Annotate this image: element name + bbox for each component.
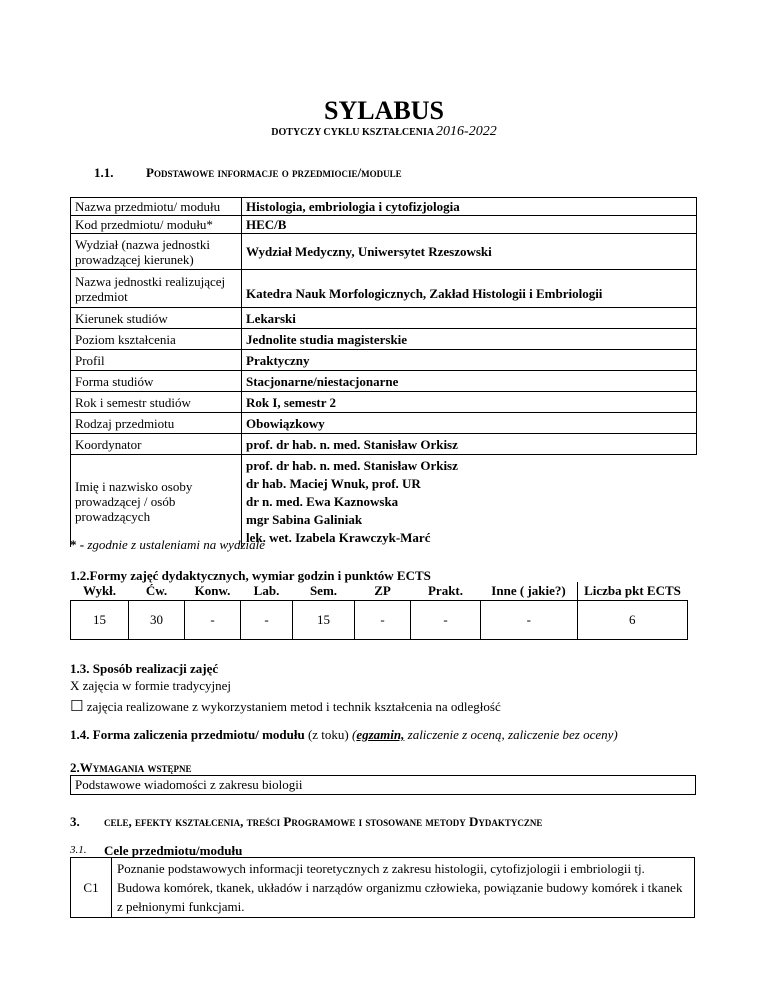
section-1-4-open-paren: ( — [352, 727, 357, 742]
info-value: prof. dr hab. n. med. Stanisław Orkisz — [242, 434, 697, 455]
info-label: Profil — [71, 350, 242, 371]
instructor-name: mgr Sabina Galiniak — [246, 512, 363, 527]
info-label: Rok i semestr studiów — [71, 392, 242, 413]
instructor-name: dr hab. Maciej Wnuk, prof. UR — [246, 476, 421, 491]
section-1-1-number: 1.1. — [94, 165, 114, 180]
info-row — [71, 434, 697, 455]
goals-table — [70, 857, 695, 918]
checkbox-icon: ☐ — [70, 697, 84, 715]
instructor-name: prof. dr hab. n. med. Stanisław Orkisz — [246, 458, 458, 473]
section-3-number: 3. — [70, 814, 80, 829]
section-3-heading: cele, efekty kształcenia, treści Programowe i stosowane metody Dydaktyczne — [104, 814, 543, 829]
info-value: Stacjonarne/niestacjonarne — [242, 371, 697, 392]
info-value: Histologia, embriologia i cytofizjologia — [242, 198, 697, 216]
forms-header: ZP — [355, 582, 411, 601]
delivery-option-traditional — [70, 678, 231, 694]
info-row — [71, 216, 697, 234]
info-value: Praktyczny — [242, 350, 697, 371]
info-row — [71, 371, 697, 392]
forms-header: Inne ( jakie?) — [481, 582, 578, 601]
forms-header: Prakt. — [411, 582, 481, 601]
info-value: Obowiązkowy — [242, 413, 697, 434]
forms-value: - — [185, 601, 241, 640]
section-2-title: Wymagania wstępne — [79, 760, 192, 775]
info-row — [71, 308, 697, 329]
info-row — [71, 350, 697, 371]
instructors-label: Imię i nazwisko osoby prowadzącej / osób prowadzących — [71, 455, 242, 548]
goal-text: Poznanie podstawowych informacji teoretycznych z zakresu histologii, cytofizjologii i embriologii tj. Budowa komórek, tkanek, układów i narządów organizmu człowieka, powiązanie budowy komórek i tkanek z pełnionymi funkcjami. — [112, 858, 695, 918]
info-row — [71, 413, 697, 434]
forms-header: Konw. — [185, 582, 241, 601]
forms-value: 30 — [129, 601, 185, 640]
section-2-number: 2. — [70, 760, 80, 775]
forms-header: Wykł. — [71, 582, 129, 601]
x-mark-icon: X — [70, 678, 80, 693]
instructors-list — [242, 455, 697, 548]
section-3-1-number: 3.1. — [70, 844, 87, 856]
forms-header: Ćw. — [129, 582, 185, 601]
info-label: Rodzaj przedmiotu — [71, 413, 242, 434]
page-title: SYLABUS — [324, 96, 444, 125]
footnote-text: zgodnie z ustaleniami na wydziale — [87, 537, 266, 552]
info-value: Katedra Nauk Morfologicznych, Zakład Histologii i Embriologii — [242, 270, 697, 308]
section-1-4-heading: 1.4. Forma zaliczenia przedmiotu/ modułu — [70, 727, 305, 742]
section-2-heading — [70, 760, 192, 776]
section-1-3-heading: 1.3. Sposób realizacji zajęć — [70, 661, 219, 676]
info-row — [71, 270, 697, 308]
footnote — [70, 537, 265, 553]
info-value: Rok I, semestr 2 — [242, 392, 697, 413]
info-label: Koordynator — [71, 434, 242, 455]
section-1-4-note: (z toku) — [307, 727, 349, 742]
cycle-years: 2016-2022 — [436, 124, 497, 139]
info-label: Wydział (nazwa jednostki prowadzącej kierunek) — [71, 234, 242, 270]
info-row — [71, 392, 697, 413]
info-label: Nazwa przedmiotu/ modułu — [71, 198, 242, 216]
goal-row — [71, 858, 695, 918]
section-1-2-heading: 1.2.Formy zajęć dydaktycznych, wymiar godzin i punktów ECTS — [70, 568, 431, 583]
assessment-selected: egzamin, — [356, 727, 405, 742]
forms-value: - — [481, 601, 578, 640]
subtitle-text: DOTYCZY CYKLU KSZTAŁCENIA — [271, 127, 434, 138]
info-row — [71, 329, 697, 350]
forms-header: Liczba pkt ECTS — [577, 582, 688, 601]
goal-code: C1 — [71, 858, 112, 918]
info-label: Forma studiów — [71, 371, 242, 392]
info-value: HEC/B — [242, 216, 697, 234]
forms-value: 6 — [577, 601, 688, 640]
section-3-1-heading: Cele przedmiotu/modułu — [104, 843, 243, 858]
section-1-4 — [70, 727, 618, 743]
info-label: Poziom kształcenia — [71, 329, 242, 350]
delivery-option-label: zajęcia realizowane z wykorzystaniem metod i technik kształcenia na odległość — [86, 699, 501, 714]
footnote-star: * - — [70, 537, 85, 552]
info-label: Kod przedmiotu/ modułu* — [71, 216, 242, 234]
instructor-name: dr n. med. Ewa Kaznowska — [246, 494, 399, 509]
info-row — [71, 198, 697, 216]
forms-values-row — [71, 601, 688, 640]
assessment-other-options: zaliczenie z oceną, zaliczenie bez oceny) — [407, 727, 618, 742]
instructor-name: lek. wet. Izabela Krawczyk-Marć — [246, 530, 431, 545]
forms-value: - — [241, 601, 293, 640]
page-subtitle — [0, 124, 768, 140]
info-label: Nazwa jednostki realizującej przedmiot — [71, 270, 242, 308]
forms-header: Sem. — [293, 582, 355, 601]
basic-info-table — [70, 197, 697, 547]
info-value: Jednolite studia magisterskie — [242, 329, 697, 350]
delivery-option-remote — [70, 697, 501, 715]
info-row — [71, 234, 697, 270]
info-label: Kierunek studiów — [71, 308, 242, 329]
prerequisites-box: Podstawowe wiadomości z zakresu biologii — [70, 775, 696, 795]
forms-value: 15 — [71, 601, 129, 640]
forms-value: - — [355, 601, 411, 640]
delivery-option-label: zajęcia w formie tradycyjnej — [82, 678, 231, 693]
forms-header-row — [71, 582, 688, 601]
info-value: Wydział Medyczny, Uniwersytet Rzeszowski — [242, 234, 697, 270]
info-value: Lekarski — [242, 308, 697, 329]
forms-header: Lab. — [241, 582, 293, 601]
instructors-row — [71, 455, 697, 548]
forms-value: 15 — [293, 601, 355, 640]
section-1-1-heading: Podstawowe informacje o przedmiocie/module — [146, 165, 402, 180]
forms-value: - — [411, 601, 481, 640]
forms-table — [70, 582, 688, 640]
